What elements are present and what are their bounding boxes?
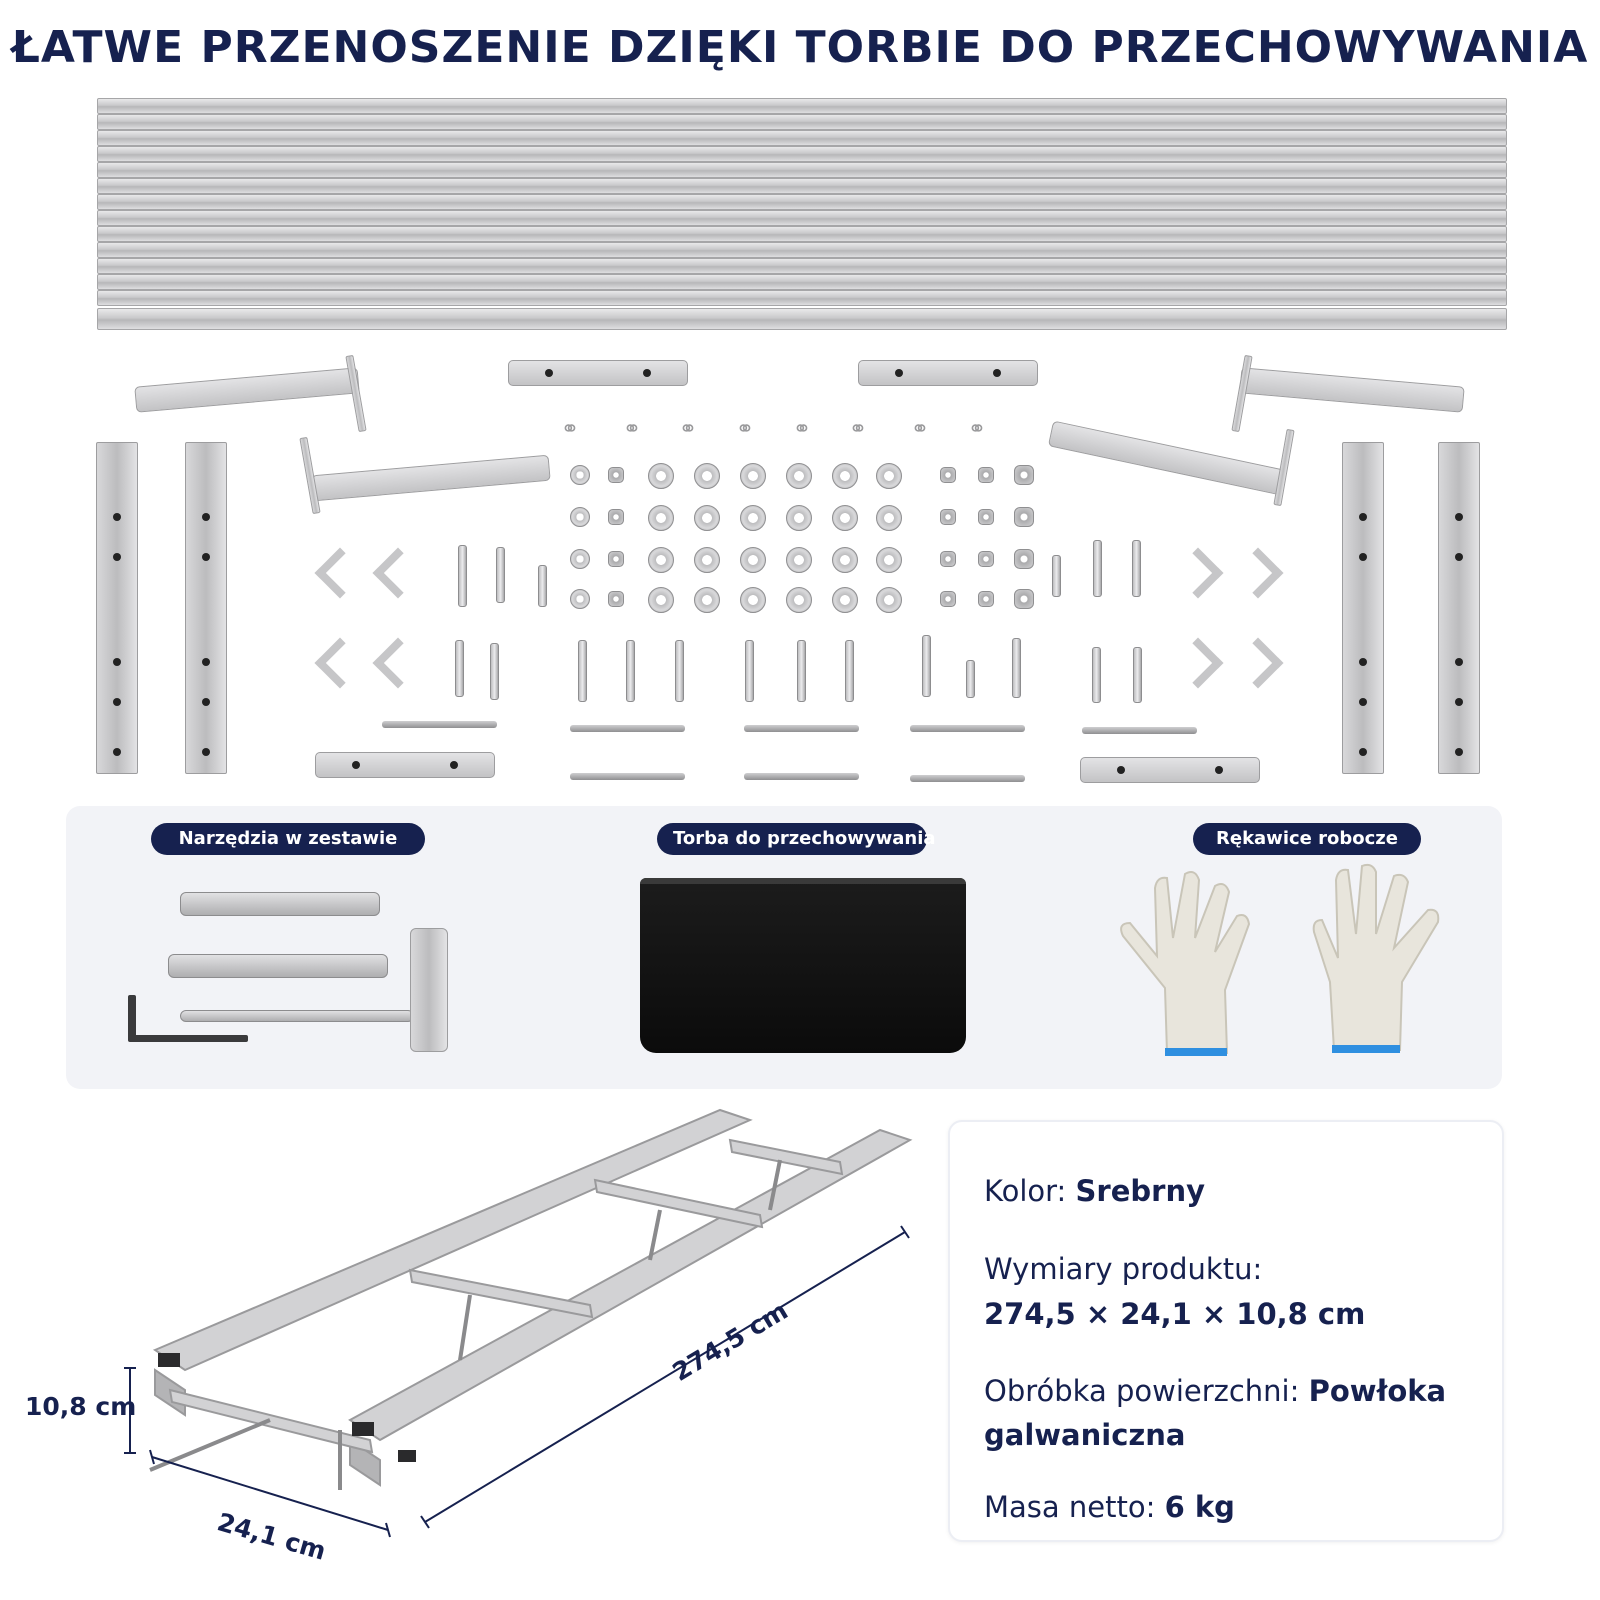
- length-dimension-label: 274,5 cm: [667, 1295, 793, 1387]
- page-title: ŁATWE PRZENOSZENIE DZIĘKI TORBIE DO PRZECHOWYWANIA: [11, 22, 1589, 73]
- size-spec-value: 274,5 × 24,1 × 10,8 cm: [984, 1297, 1366, 1331]
- color-spec: Kolor: Srebrny: [984, 1174, 1205, 1208]
- finish-spec: Obróbka powierzchni: Powłoka: [984, 1374, 1447, 1408]
- finish-spec-continued: galwaniczna: [984, 1418, 1186, 1452]
- specifications-card: [948, 1120, 1504, 1542]
- gloves-label: Rękawice robocze: [1193, 823, 1421, 855]
- hardware-parts-image: ⚭ ⚭ ⚭ ⚭ ⚭ ⚭ ⚭ ⚭: [90, 355, 1510, 795]
- width-dimension-label: 24,1 cm: [214, 1507, 330, 1566]
- tools-label: Narzędzia w zestawie: [151, 823, 425, 855]
- weight-spec: Masa netto: 6 kg: [984, 1490, 1235, 1524]
- bag-label: Torba do przechowywania: [657, 823, 927, 855]
- size-spec-label: Wymiary produktu:: [984, 1252, 1263, 1286]
- height-dimension-label: 10,8 cm: [25, 1392, 137, 1421]
